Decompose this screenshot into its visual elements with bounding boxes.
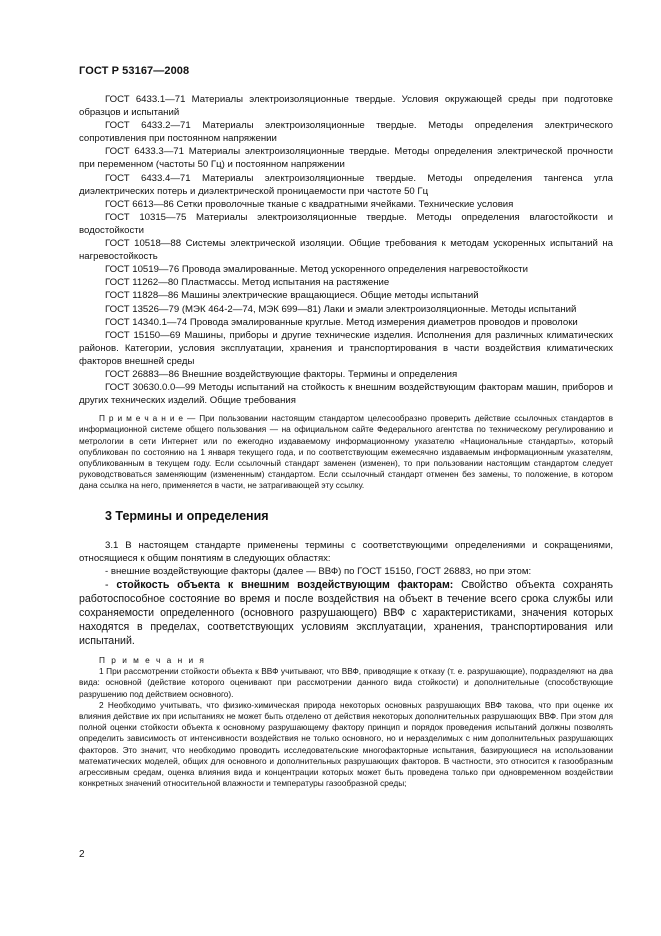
note-label: П р и м е ч а н и е (99, 413, 184, 424)
references-list (79, 93, 613, 407)
reference-item: ГОСТ 15150—69 Машины, приборы и другие технические изделия. Исполнения для различных климатических районов. Категории, условия эксплуатации, хранения и транспортирования в части воздействия климатических факторов внешней среды (79, 329, 613, 367)
section-title: 3 Термины и определения (105, 508, 269, 523)
reference-item: ГОСТ 13526—79 (МЭК 464-2—74, МЭК 699—81) Лаки и эмали электроизоляционные. Методы испытаний (105, 303, 577, 315)
term-prefix: - (105, 578, 117, 591)
reference-item: ГОСТ 26883—86 Внешние воздействующие факторы. Термины и определения (105, 368, 458, 380)
section-paragraph: 3.1 В настоящем стандарте применены термины с соответствующими определениями и сокращениями, относящиеся к общим понятиям в следующих областях: (79, 539, 613, 564)
references-note (79, 413, 613, 491)
list-item: - внешние воздействующие факторы (далее — ВВФ) по ГОСТ 15150, ГОСТ 26883, но при этом: (105, 565, 532, 577)
reference-item: ГОСТ 10315—75 Материалы электроизоляционные твердые. Методы определения влагостойкости и водостойкости (79, 211, 613, 236)
reference-item: ГОСТ 6433.4—71 Материалы электроизоляционные твердые. Методы определения тангенса угла диэлектрических потерь и диэлектрической проницаемости при частоте 50 Гц (79, 172, 613, 197)
term-text: Свойство объекта сохранять работоспособное состояние во время и после воздействия на объект в течение всего срока службы или сохраняемости определенного (основного разрушающего) ВВФ с характеристиками, значения которых находятся в пределах, соответствующих условиям эксплуатации, хранения, транспортирования или испытаний. (79, 578, 613, 647)
definition-notes (79, 655, 613, 789)
reference-item: ГОСТ 14340.1—74 Провода эмалированные круглые. Метод измерения диаметров проводов и проволоки (105, 316, 578, 328)
note-text: — При пользовании настоящим стандартом целесообразно проверить действие ссылочных стандартов в информационной системе общего пользования — на официальном сайте Федерального агентства по техническому регулированию и метрологии в сети Интернет или по ежегодно издаваемому информационному указателю «Национальные стандарты», который опубликован по состоянию на 1 января текущего года, и по соответствующим ежемесячно издаваемым информационным указателям, опубликованным в текущем году. Если ссылочный стандарт заменен (изменен), то при пользовании настоящим стандартом следует руководствоваться заменяющим (измененным) стандартом. Если ссылочный стандарт отменен без замены, то положение, в котором дана ссылка на него, применяется в части, не затрагивающей эту ссылку. (79, 413, 613, 491)
document-header: ГОСТ Р 53167—2008 (79, 65, 190, 77)
reference-item: ГОСТ 11262—80 Пластмассы. Метод испытания на растяжение (105, 277, 390, 289)
reference-item: ГОСТ 6433.1—71 Материалы электроизоляционные твердые. Условия окружающей среды при подготовке образцов и испытаний (79, 94, 613, 119)
page-number: 2 (79, 849, 85, 860)
page-content (79, 93, 613, 789)
reference-item: ГОСТ 6613—86 Сетки проволочные тканые с квадратными ячейками. Технические условия (105, 198, 514, 210)
reference-item: ГОСТ 10518—88 Системы электрической изоляции. Общие требования к методам ускоренных испытаний на нагревостойкость (79, 238, 613, 263)
reference-item: ГОСТ 10519—76 Провода эмалированные. Метод ускоренного определения нагревостойкости (105, 264, 529, 276)
reference-item: ГОСТ 6433.2—71 Материалы электроизоляционные твердые. Методы определения электрического сопротивления при постоянном напряжении (79, 120, 613, 145)
reference-item: ГОСТ 11828—86 Машины электрические вращающиеся. Общие методы испытаний (105, 290, 479, 302)
reference-item: ГОСТ 6433.3—71 Материалы электроизоляционные твердые. Методы определения электрической прочности при переменном (частоты 50 Гц) и постоянном напряжении (79, 146, 613, 171)
reference-item: ГОСТ 30630.0.0—99 Методы испытаний на стойкость к внешним воздействующим факторам машин, приборов и других технических изделий. Общие требования (79, 382, 613, 407)
term-name: стойкость объекта к внешним воздействующим факторам: (116, 578, 454, 591)
term-definition (79, 578, 613, 648)
note-item: 2 Необходимо учитывать, что физико-химическая природа некоторых основных разрушающих ВВФ такова, что при оценке их влияния действие их при испытаниях не может быть отделено от действия некоторых дополнительных разрушающих ВВФ. При этом для полной оценки стойкости объекта к основному разрушающему фактору принцип и порядок проведения испытаний должны позволять определить зависимость от интенсивности воздействия не только основного, но и неразделимых с ним дополнительных разрушающих факторов. Это значит, что необходимо проводить исследовательские многофакторные испытания, базирующиеся на использовании математических моделей, общих для основного и дополнительных разрушающих факторов. В частности, это относится к газообразным агрессивным средам, оценка влияния вида и концентрации которых может быть проведена только при одновременном воздействии конкретных значений относительной влажности и температуры газообразной среды; (79, 699, 613, 789)
notes-title: П р и м е ч а н и я (99, 654, 206, 665)
note-item: 1 При рассмотрении стойкости объекта к ВВФ учитывают, что ВВФ, приводящие к отказу (т. е. разрушающие), подразделяют на два вида: основной (действие которого оценивают при рассмотрении данного вида стойкости) и дополнительные (способствующие разрушению под действием основного). (79, 666, 613, 699)
